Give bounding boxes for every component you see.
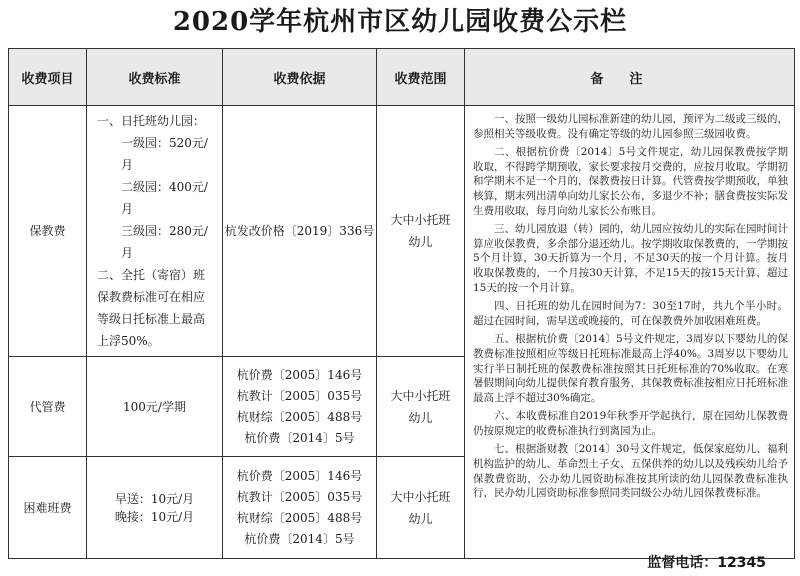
row-standard-difficulty xyxy=(87,457,223,559)
basis-line: 杭发改价格〔2019〕336号 xyxy=(224,223,375,238)
basis-line: 杭教计〔2005〕035号 xyxy=(236,388,363,403)
table-header-row xyxy=(9,49,795,106)
hotline-number: 12345 xyxy=(717,555,766,571)
row-basis-difficulty xyxy=(223,457,377,559)
note-paragraph: 五、根据杭价费〔2014〕5号文件规定，3周岁以下婴幼儿的保教费标准按照相应等级日托班标准最高上浮40%。3周岁以下婴幼儿实行半日制托班的保教费标准按照其日托班标准的70%收取。在寒暑假期间向幼儿提供保育教育服务，其保教费标准按相应日托班标准最高上浮不超过30%确定。 xyxy=(473,333,788,404)
note-paragraph: 二、根据杭价费〔2014〕5号文件规定，幼儿园保教费按学期收取，不得跨学期预收，家长要求按月交费的，应按月收取。学期初和学期末不足一个月的，保教费按日计算。代管费按学期预收，单独核算，期末列出清单向幼儿家长公布，多退少不补；膳食费按实际发生费用收取，每月向幼儿家长公布账目。 xyxy=(473,146,788,217)
table-row xyxy=(9,106,795,357)
row-basis-custody xyxy=(223,357,377,457)
row-standard-custody xyxy=(87,357,223,457)
standard-line: 早送：10元/月 xyxy=(114,491,195,506)
note-paragraph: 七、根据浙财教〔2014〕30号文件规定，低保家庭幼儿、福利机构监护的幼儿、革命烈士子女、五保供养的幼儿以及残疾幼儿给予保教费资助，公办幼儿园资助标准按其所读的幼儿园保教费标准执行，民办幼儿园资助标准参照同类同级公办幼儿园保教费标准。 xyxy=(473,443,788,500)
basis-line: 杭财综〔2005〕488号 xyxy=(236,510,363,525)
standard-line: 二、全托（寄宿）班保教费标准可在相应等级日托标准上最高上浮50%。 xyxy=(97,268,206,348)
supervision-hotline xyxy=(647,552,766,572)
header-notes: 备注 xyxy=(465,49,795,106)
note-paragraph: 三、幼儿园放退（转）园的，幼儿园应按幼儿的实际在园时间计算应收保教费，多余部分退还幼儿。按学期收取保教费的，一学期按5个月计算，30天折算为一个月，不足30天的按一个月计算。按月收取保教费的，一个月按30天计算，不足15天的按15天计算，超过15天的按一个月计算。 xyxy=(473,223,788,294)
hotline-label: 监督电话： xyxy=(647,555,718,571)
basis-line: 杭价费〔2005〕146号 xyxy=(236,367,363,382)
row-range-tuition: 大中小托班幼儿 xyxy=(377,106,465,357)
standard-line: 100元/学期 xyxy=(123,399,186,414)
row-basis-tuition xyxy=(223,106,377,357)
header-basis: 收费依据 xyxy=(223,49,377,106)
page-title: 2020学年杭州市区幼儿园收费公示栏 xyxy=(172,7,628,37)
header-item: 收费项目 xyxy=(9,49,87,106)
row-item-tuition: 保教费 xyxy=(9,106,87,357)
basis-line: 杭价费〔2014〕5号 xyxy=(244,531,355,546)
basis-line: 杭教计〔2005〕035号 xyxy=(236,489,363,504)
row-item-custody: 代管费 xyxy=(9,357,87,457)
fee-table xyxy=(8,48,795,559)
standard-line: 一级园：520元/月 xyxy=(121,136,208,172)
row-range-custody: 大中小托班幼儿 xyxy=(377,357,465,457)
header-range: 收费范围 xyxy=(377,49,465,106)
basis-line: 杭价费〔2014〕5号 xyxy=(244,430,355,445)
standard-line: 三级园：280元/月 xyxy=(121,224,208,260)
note-paragraph: 四、日托班的幼儿在园时间为7：30至17时，共九个半小时。超过在园时间，需早送或晚接的，可在保教费外加收困难班费。 xyxy=(473,300,788,327)
basis-line: 杭财综〔2005〕488号 xyxy=(236,409,363,424)
row-range-difficulty: 大中小托班幼儿 xyxy=(377,457,465,559)
header-standard: 收费标准 xyxy=(87,49,223,106)
row-item-difficulty: 困难班费 xyxy=(9,457,87,559)
standard-line: 二级园：400元/月 xyxy=(121,180,208,216)
notes-cell xyxy=(465,106,795,559)
standard-line: 一、日托班幼儿园： xyxy=(97,114,206,128)
note-paragraph: 一、按照一级幼儿园标准新建的幼儿园，预评为二级或三级的，参照相关等级收费。没有确定等级的幼儿园参照三级园收费。 xyxy=(473,113,788,140)
basis-line: 杭价费〔2005〕146号 xyxy=(236,468,363,483)
note-paragraph: 六、本收费标准自2019年秋季开学起执行，原在园幼儿保教费仍按原规定的收费标准执行到离园为止。 xyxy=(473,410,788,437)
row-standard-tuition xyxy=(87,106,223,357)
standard-line: 晚接：10元/月 xyxy=(114,509,195,524)
